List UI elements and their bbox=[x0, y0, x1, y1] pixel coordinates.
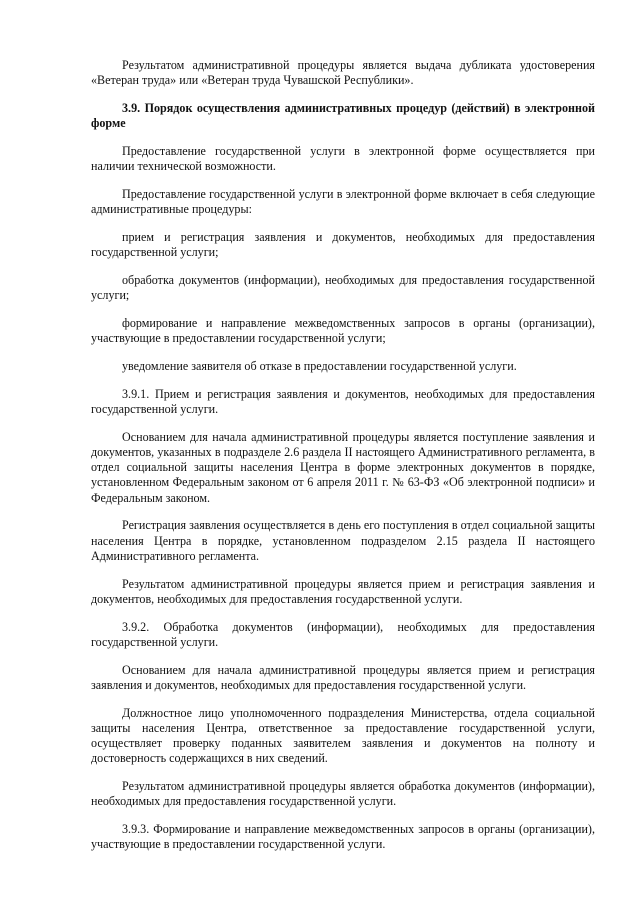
paragraph-official-check: Должностное лицо уполномоченного подразделения Министерства, отдела социальной защиты населения Центра, ответственное за предоставление государственной услуги, осуществляет проверку поданных заявителем заявления и документов на полноту и достоверность содержащихся в них сведений. bbox=[91, 705, 595, 766]
paragraph-electronic-availability: Предоставление государственной услуги в электронной форме осуществляется при наличии технической возможности. bbox=[91, 144, 595, 174]
list-item-refusal-notice: уведомление заявителя об отказе в предоставлении государственной услуги. bbox=[122, 359, 517, 373]
section-heading-3-9: 3.9. Порядок осуществления административных процедур (действий) в электронной форме bbox=[91, 101, 595, 131]
subsection-heading-3-9-3: 3.9.3. Формирование и направление межведомственных запросов в органы (организации), участвующие в предоставлении государственной услуги. bbox=[91, 822, 595, 852]
subsection-heading-3-9-2: 3.9.2. Обработка документов (информации), необходимых для предоставления государственной услуги. bbox=[91, 619, 595, 649]
document-page bbox=[91, 58, 595, 865]
paragraph-procedures-intro: Предоставление государственной услуги в электронной форме включает в себя следующие административные процедуры: bbox=[91, 187, 595, 217]
paragraph-basis-3-9-2: Основанием для начала административной процедуры является прием и регистрация заявления и документов, необходимых для предоставления государственной услуги. bbox=[91, 662, 595, 692]
paragraph-basis-3-9-1: Основанием для начала административной процедуры является поступление заявления и документов, указанных в подразделе 2.6 раздела II настоящего Административного регламента, в отдел социальной защиты населения Центра в форме электронных документов в порядке, установленном Федеральным законом от 6 апреля 2011 г. № 63-ФЗ «Об электронной подписи» и Федеральным законом. bbox=[91, 429, 595, 505]
paragraph-result-duplicate: Результатом административной процедуры является выдача дубликата удостоверения «Ветеран труда» или «Ветеран труда Чувашской Республики». bbox=[91, 58, 595, 88]
paragraph-result-3-9-2: Результатом административной процедуры является обработка документов (информации), необходимых для предоставления государственной услуги. bbox=[91, 779, 595, 809]
list-item-reception: прием и регистрация заявления и документов, необходимых для предоставления государственной услуги; bbox=[91, 230, 595, 260]
paragraph-result-3-9-1: Результатом административной процедуры является прием и регистрация заявления и документов, необходимых для предоставления государственной услуги. bbox=[91, 576, 595, 606]
list-item-interagency-requests: формирование и направление межведомственных запросов в органы (организации), участвующие в предоставлении государственной услуги; bbox=[91, 316, 595, 346]
subsection-heading-3-9-1: 3.9.1. Прием и регистрация заявления и документов, необходимых для предоставления государственной услуги. bbox=[91, 386, 595, 416]
list-item-processing: обработка документов (информации), необходимых для предоставления государственной услуги; bbox=[91, 273, 595, 303]
paragraph-registration: Регистрация заявления осуществляется в день его поступления в отдел социальной защиты населения Центра в порядке, установленном подразделом 2.15 раздела II настоящего Административного регламента. bbox=[91, 518, 595, 563]
